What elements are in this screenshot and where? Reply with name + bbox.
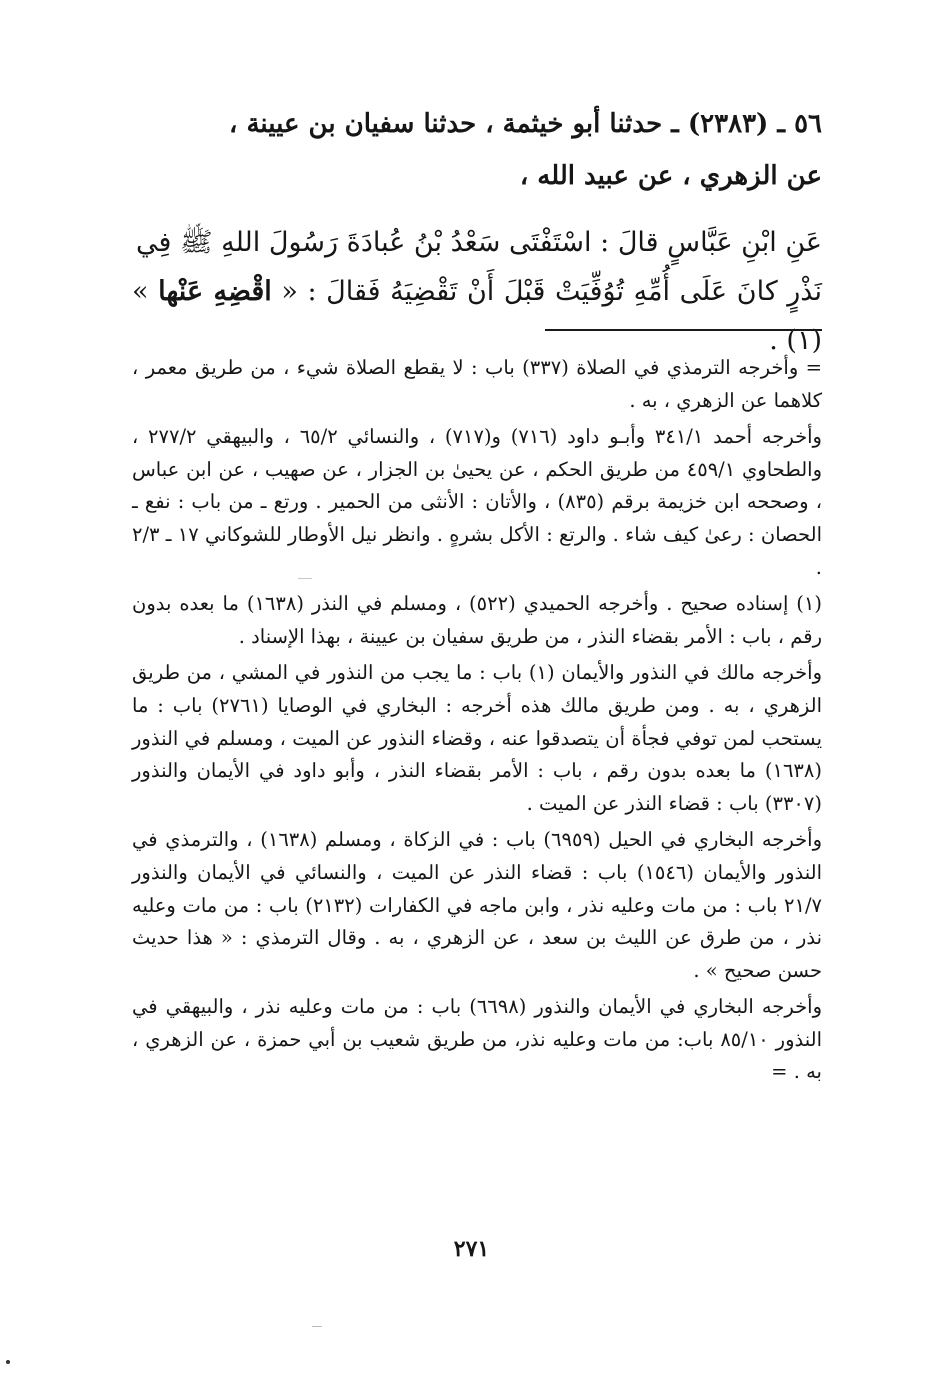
footnote-paragraph: (١) إسناده صحيح . وأخرجه الحميدي (٥٢٢) ، ومسلم في النذر (١٦٣٨) ما بعده بدون رقم ، باب : الأمر بقضاء النذر ، من طريق سفيان بن عيينة ، بهذا الإسناد . xyxy=(132,592,822,648)
scan-speck xyxy=(312,1326,322,1327)
matn-quote: اقْضِهِ عَنْها xyxy=(158,276,272,307)
footnote-separator xyxy=(545,329,822,331)
hadith-matn xyxy=(132,218,822,365)
isnad-line-1: ٥٦ ـ (٢٣٨٣) ـ حدثنا أبو خيثمة ، حدثنا سفيان بن عيينة ، xyxy=(229,109,822,139)
footnote-paragraph: وأخرجه أحمد ٣٤١/١ وأبـو داود (٧١٦) و(٧١٧) ، والنسائي ٦٥/٢ ، والبيهقي ٢٧٧/٢ ، والطحاوي ٤٥٩/١ من طريق الحكم ، عن يحيىٰ بن الجزار ، عن صهيب ، عن ابن عباس ، وصححه ابن خزيمة برقم (٨٣٥) ، والأتان : الأنثى من الحمير . ورتع ـ من باب : نفع ـ الحصان : رعىٰ كيف شاء . والرتع : الأكل بشرهٍ . وانظر نيل الأوطار للشوكاني ١٧ ـ ٢/٣ . xyxy=(132,425,822,579)
matn-line-2-post: » (١) . xyxy=(132,276,822,356)
isnad-line-2: عن الزهري ، عن عبيد الله ، xyxy=(519,161,822,191)
scan-speck xyxy=(298,578,312,579)
scan-speck xyxy=(6,1360,10,1364)
footnote-paragraph: = وأخرجه الترمذي في الصلاة (٣٣٧) باب : لا يقطع الصلاة شيء ، من طريق معمر ، كلاهما عن الزهري ، به . xyxy=(132,356,822,412)
footnote-paragraph: وأخرجه البخاري في الأيمان والنذور (٦٦٩٨) باب : من مات وعليه نذر ، والبيهقي في النذور ٨٥/١٠ باب: من مات وعليه نذر، من طريق شعيب بن أبي حمزة ، عن الزهري ، به . = xyxy=(132,995,823,1084)
matn-line-2 xyxy=(132,267,822,365)
matn-line-1: عَنِ ابْنِ عَبَّاسٍ قالَ : اسْتَفْتَى سَعْدُ بْنُ عُبادَةَ رَسُولَ اللهِ ﷺ فِي xyxy=(135,227,822,258)
hadith-isnad xyxy=(132,98,822,202)
matn-line-2-pre: نَذْرٍ كانَ عَلَى أُمِّهِ تُوُفِّيَتْ قَبْلَ أَنْ تَقْضِيَهُ فَقالَ : « xyxy=(271,276,822,307)
footnotes xyxy=(132,352,822,1089)
footnote-paragraph: وأخرجه البخاري في الحيل (٦٩٥٩) باب : في الزكاة ، ومسلم (١٦٣٨) ، والترمذي في النذور والأيمان (١٥٤٦) باب : قضاء النذر عن الميت ، والنسائي في الأيمان والنذور ٢١/٧ باب : من مات وعليه نذر ، وابن ماجه في الكفارات (٢١٣٢) باب : من مات وعليه نذر ، من طرق عن الليث بن سعد ، عن الزهري ، به . وقال الترمذي : « هذا حديث حسن صحيح » . xyxy=(132,828,823,982)
page-number: ٢٧١ xyxy=(453,1236,490,1262)
footnote-paragraph: وأخرجه مالك في النذور والأيمان (١) باب : ما يجب من النذور في المشي ، من طريق الزهري ، به . ومن طريق مالك هذه أخرجه : البخاري في الوصايا (٢٧٦١) باب : ما يستحب لمن توفي فجأة أن يتصدقوا عنه ، وقضاء النذور عن الميت ، ومسلم في النذور (١٦٣٨) ما بعده بدون رقم ، باب : الأمر بقضاء النذر ، وأبو داود في الأيمان والنذور (٣٣٠٧) باب : قضاء النذر عن الميت . xyxy=(132,661,823,815)
